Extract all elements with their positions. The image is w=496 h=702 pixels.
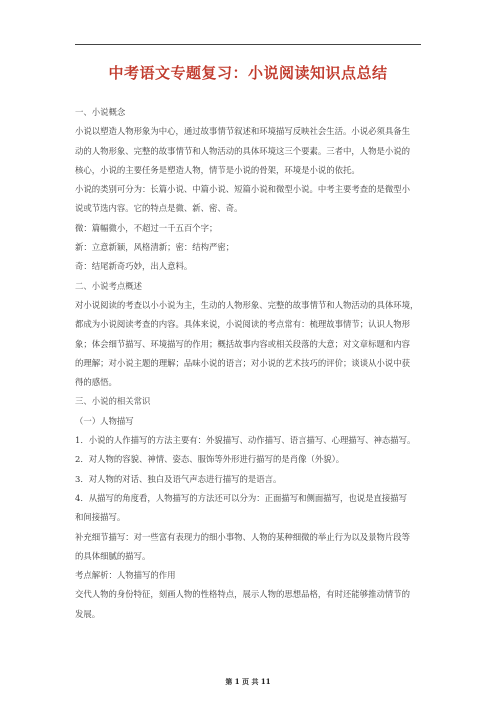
page-footer: 第 1 页 共 11 <box>225 677 271 686</box>
header-rule <box>75 44 421 45</box>
text-line: 动的人物形象、完整的故事情节和人物活动的具体环境这三个要素。三者中，人物是小说的 <box>75 145 410 156</box>
page-title: 中考语文专题复习：小说阅读知识点总结 <box>108 64 388 82</box>
text-line: 核心，小说的主要任务是塑造人物，情节是小说的骨架，环境是小说的依托。 <box>75 164 360 175</box>
text-line: 发展。 <box>75 608 101 619</box>
text-line: 得的感悟。 <box>75 377 117 388</box>
text-line: 都成为小说阅读考查的内容。具体来说，小说阅读的考点常有：梳理故事情节；认识人物形 <box>75 319 410 330</box>
text-line: 小说的类别可分为：长篇小说、中篇小说、短篇小说和微型小说。中考主要考查的是微型小 <box>75 184 410 195</box>
body-text <box>75 103 421 624</box>
text-line: 1．小说的人作描写的方法主要有：外貌描写、动作描写、语言描写、心理描写、神态描写。 <box>75 435 416 446</box>
text-line: 补充细节描写：对一些富有表现力的细小事物、人物的某种细微的举止行为以及景物片段等 <box>75 531 410 542</box>
section-heading: 一、小说概念 <box>75 107 126 117</box>
text-line: 对小说阅读的考查以小小说为主，生动的人物形象、完整的故事情节和人物活动的具体环境， <box>75 299 419 310</box>
text-line: 2．对人物的容貌、神情、姿态、服饰等外形进行描写的是肖像（外貌）。 <box>75 454 345 465</box>
text-line: 的理解；对小说主题的理解；品味小说的语言；对小说的艺术技巧的评价；谈谈从小说中获 <box>75 357 410 368</box>
text-line: 3．对人物的对话、独白及语气声态进行描写的是语言。 <box>75 473 282 484</box>
subsection-heading: 考点解析：人物描写的作用 <box>75 570 176 581</box>
text-line: 小说以塑造人物形象为中心，通过故事情节叙述和环境描写反映社会生活。小说必须具备生 <box>75 126 410 137</box>
text-line: 的具体细腻的描写。 <box>75 550 151 561</box>
section-heading: 二、小说考点概述 <box>75 280 142 291</box>
text-line: 4．从描写的角度看，人物描写的方法还可以分为：正面描写和侧面描写，也说是直接描写 <box>75 492 407 503</box>
text-line: 新：立意新颖，风格清新；密：结构严密； <box>75 242 235 253</box>
text-line: 象；体会细节描写、环境描写的作用；概括故事内容或相关段落的大意；对文章标题和内容 <box>75 338 410 349</box>
section-heading: 三、小说的相关常识 <box>75 396 151 407</box>
subsection-heading: （一）人物描写 <box>75 415 134 426</box>
text-line: 交代人物的身份特征，刻画人物的性格特点，展示人物的思想品格，有时还能够推动情节的 <box>75 589 410 600</box>
text-line: 说或节选内容。它的特点是微、新、密、奇。 <box>75 203 243 214</box>
text-line: 和间接描写。 <box>75 512 126 523</box>
text-line: 微：篇幅微小，不超过一千五百个字； <box>75 222 218 233</box>
text-line: 奇：结尾新奇巧妙，出人意料。 <box>75 261 193 272</box>
